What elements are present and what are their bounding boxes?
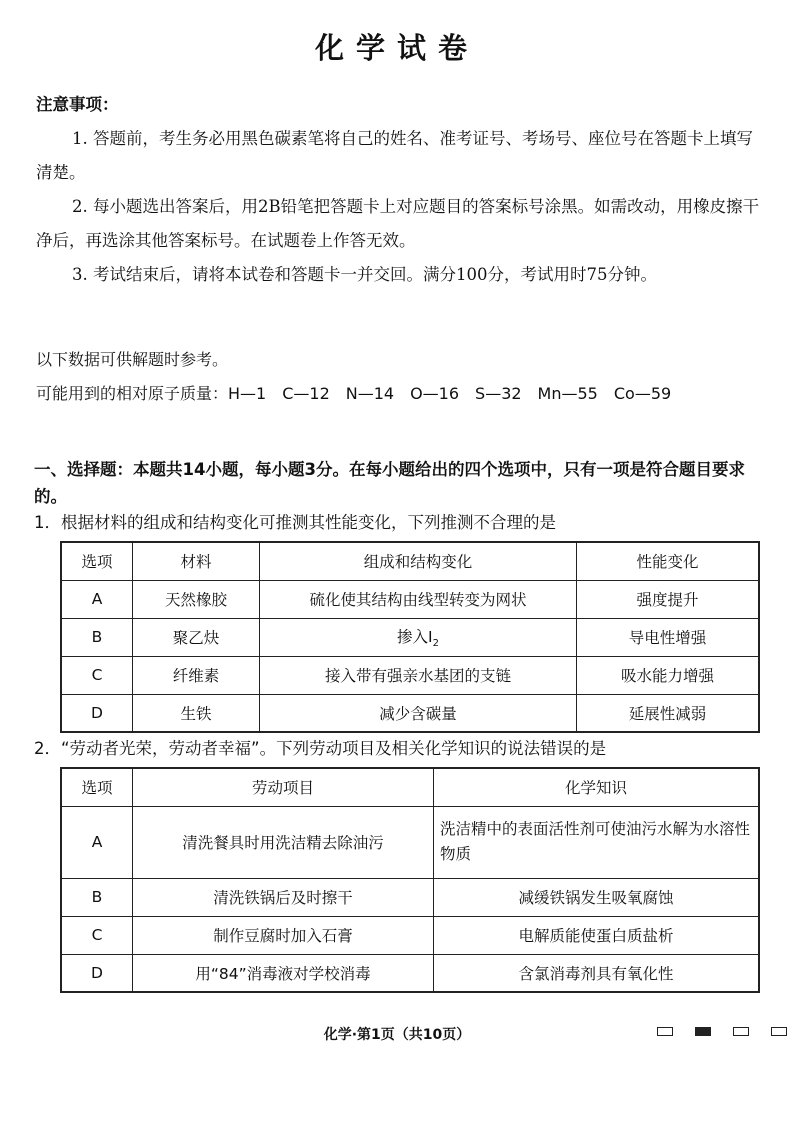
q2-stem: 2．“劳动者光荣，劳动者幸福”。下列劳动项目及相关化学知识的说法错误的是: [34, 739, 607, 758]
page-footer: 化学·第1页（共10页）: [323, 1027, 471, 1043]
table-row: [61, 878, 759, 916]
q1-table: [60, 541, 760, 733]
property-cell: 延展性减弱: [577, 694, 760, 732]
task-cell: 清洗餐具时用洗洁精去除油污: [133, 806, 434, 878]
page-mark: [733, 1027, 749, 1036]
table-row: [61, 806, 759, 878]
q1-stem: 1．根据材料的组成和结构变化可推测其性能变化，下列推测不合理的是: [34, 513, 556, 532]
q1-header-row: [61, 542, 759, 580]
table-row: [61, 954, 759, 992]
material-cell: 纤维素: [133, 656, 260, 694]
change-cell: 硫化使其结构由线型转变为网状: [260, 580, 577, 618]
page-marks: [657, 1027, 787, 1036]
task-cell: 用“84”消毒液对学校消毒: [133, 954, 434, 992]
atomic-masses-line: [36, 377, 764, 411]
exam-title: 化学试卷: [314, 31, 479, 65]
page-mark: [657, 1027, 673, 1036]
notice-heading: 注意事项：: [36, 95, 119, 114]
q2-header-cell: 选项: [61, 768, 133, 806]
q2-header-cell: 化学知识: [434, 768, 760, 806]
change-cell: 接入带有强亲水基团的支链: [260, 656, 577, 694]
table-row: [61, 618, 759, 656]
material-cell: 聚乙炔: [133, 618, 260, 656]
change-text: 掺入I: [397, 627, 433, 646]
page-mark: [771, 1027, 787, 1036]
knowledge-cell: 电解质能使蛋白质盐析: [434, 916, 760, 954]
table-row: [61, 916, 759, 954]
q2-table: [60, 767, 760, 993]
property-cell: 强度提升: [577, 580, 760, 618]
subscript: 2: [432, 638, 439, 650]
q2-header-row: [61, 768, 759, 806]
option-cell: B: [61, 618, 133, 656]
q1-header-cell: 选项: [61, 542, 133, 580]
option-cell: C: [61, 916, 133, 954]
knowledge-cell: 含氯消毒剂具有氧化性: [434, 954, 760, 992]
task-cell: 清洗铁锅后及时擦干: [133, 878, 434, 916]
option-cell: B: [61, 878, 133, 916]
option-cell: A: [61, 580, 133, 618]
property-cell: 导电性增强: [577, 618, 760, 656]
q1-header-cell: 材料: [133, 542, 260, 580]
reference-intro: 以下数据可供解题时参考。: [36, 350, 229, 369]
task-cell: 制作豆腐时加入石膏: [133, 916, 434, 954]
material-cell: 生铁: [133, 694, 260, 732]
q2-header-cell: 劳动项目: [133, 768, 434, 806]
q1-header-cell: 性能变化: [577, 542, 760, 580]
q1-header-cell: 组成和结构变化: [260, 542, 577, 580]
notice-section: [36, 88, 764, 292]
page-mark-filled: [695, 1027, 711, 1036]
reference-data: [36, 343, 764, 411]
knowledge-cell: 减缓铁锅发生吸氧腐蚀: [434, 878, 760, 916]
knowledge-cell: 洗洁精中的表面活性剂可使油污水解为水溶性物质: [434, 806, 760, 878]
option-cell: C: [61, 656, 133, 694]
option-cell: D: [61, 694, 133, 732]
option-cell: A: [61, 806, 133, 878]
notice-item-2: 2. 每小题选出答案后，用2B铅笔把答题卡上对应题目的答案标号涂黑。如需改动，用橡皮擦干净后，再选涂其他答案标号。在试题卷上作答无效。: [36, 197, 760, 250]
material-cell: 天然橡胶: [133, 580, 260, 618]
change-cell: 减少含碳量: [260, 694, 577, 732]
notice-item-1: 1. 答题前，考生务必用黑色碳素笔将自己的姓名、准考证号、考场号、座位号在答题卡上填写清楚。: [36, 129, 753, 182]
property-cell: 吸水能力增强: [577, 656, 760, 694]
section-heading: 一、选择题：本题共14小题，每小题3分。在每小题给出的四个选项中，只有一项是符合题目要求的。: [34, 460, 745, 506]
atomic-masses-label: 可能用到的相对原子质量：: [36, 384, 229, 403]
change-cell: [260, 618, 577, 656]
table-row: [61, 580, 759, 618]
option-cell: D: [61, 954, 133, 992]
table-row: [61, 656, 759, 694]
notice-item-3: 3. 考试结束后，请将本试卷和答题卡一并交回。满分100分，考试用时75分钟。: [72, 265, 657, 284]
atomic-masses-values: H—1 C—12 N—14 O—16 S—32 Mn—55 Co—59: [228, 384, 672, 403]
table-row: [61, 694, 759, 732]
